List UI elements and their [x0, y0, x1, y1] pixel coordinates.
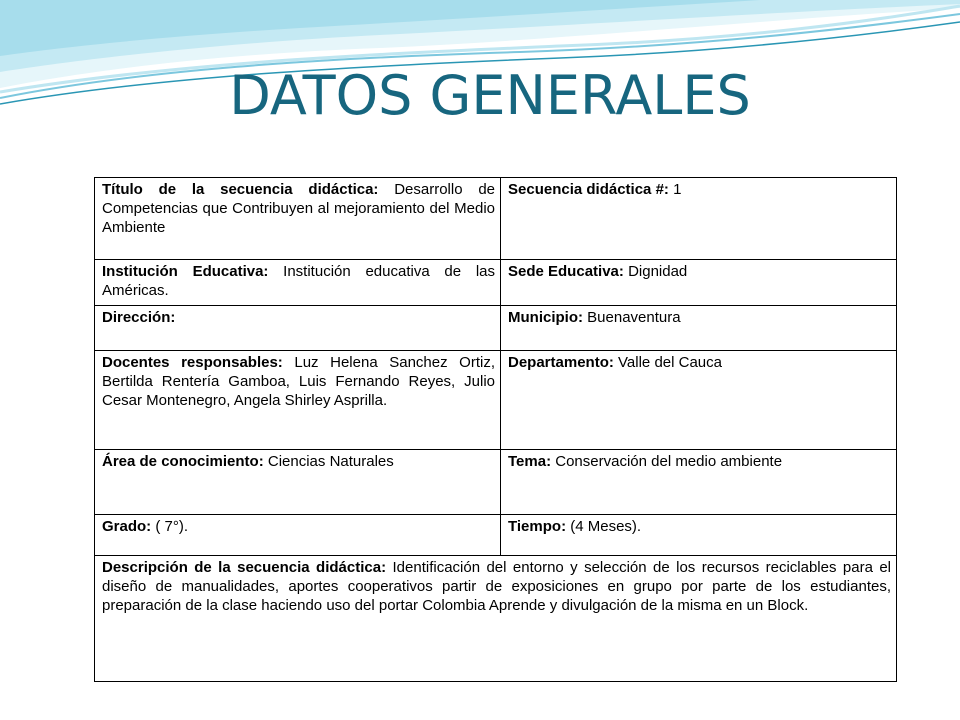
cell-municipio: [501, 306, 897, 351]
secuencia-label: Secuencia didáctica #:: [508, 181, 669, 198]
cell-grado: [95, 515, 501, 556]
slide-title: DATOS GENERALES: [229, 64, 751, 127]
titulo-label: Título de la secuencia didáctica:: [102, 181, 379, 198]
departamento-label: Departamento:: [508, 354, 614, 371]
tiempo-value: (4 Meses).: [570, 518, 642, 535]
area-label: Área de conocimiento:: [102, 453, 264, 470]
titulo-value: Desarrollo de Competencias que Contribuyen al mejoramiento del Medio Ambiente: [102, 181, 496, 236]
cell-sede: [501, 260, 897, 306]
table-row: [95, 260, 897, 306]
cell-institucion: [95, 260, 501, 306]
cell-tema: [501, 450, 897, 515]
cell-docentes: [95, 351, 501, 450]
cell-titulo: [95, 178, 501, 260]
docentes-label: Docentes responsables:: [102, 354, 283, 371]
sede-label: Sede Educativa:: [508, 263, 624, 280]
area-value: Ciencias Naturales: [267, 453, 394, 470]
docentes-value: Luz Helena Sanchez Ortiz, Bertilda Rentería Gamboa, Luis Fernando Reyes, Julio Cesar Montenegro, Angela Shirley Asprilla.: [102, 354, 495, 409]
descripcion-label: Descripción de la secuencia didáctica:: [102, 559, 387, 576]
cell-direccion: [95, 306, 501, 351]
cell-descripcion: [95, 556, 897, 682]
tema-label: Tema:: [508, 453, 552, 470]
tiempo-label: Tiempo:: [508, 518, 567, 535]
cell-departamento: [501, 351, 897, 450]
table-row: [95, 178, 897, 260]
direccion-label: Dirección:: [102, 309, 176, 326]
table-row: [95, 351, 897, 450]
departamento-value: Valle del Cauca: [618, 354, 722, 371]
general-data-table: [94, 177, 897, 682]
secuencia-value: 1: [673, 181, 682, 198]
cell-tiempo: [501, 515, 897, 556]
municipio-value: Buenaventura: [587, 309, 681, 326]
table-row: [95, 306, 897, 351]
table-row: [95, 556, 897, 682]
cell-area: [95, 450, 501, 515]
table-row: [95, 515, 897, 556]
table-row: [95, 450, 897, 515]
grado-label: Grado:: [102, 518, 152, 535]
sede-value: Dignidad: [628, 263, 688, 280]
grado-value: ( 7°).: [155, 518, 189, 535]
municipio-label: Municipio:: [508, 309, 583, 326]
institucion-label: Institución Educativa:: [102, 263, 269, 280]
institucion-value: Institución educativa de las Américas.: [102, 263, 495, 299]
cell-secuencia: [501, 178, 897, 260]
descripcion-value: Identificación del entorno y selección de los recursos reciclables para el diseño de manualidades, aportes cooperativos partir de exposiciones en grupo por parte de los estudiantes, preparación de la clase haciendo uso del portar Colombia Aprende y divulgación de la misma en un Block.: [102, 559, 891, 614]
tema-value: Conservación del medio ambiente: [555, 453, 783, 470]
